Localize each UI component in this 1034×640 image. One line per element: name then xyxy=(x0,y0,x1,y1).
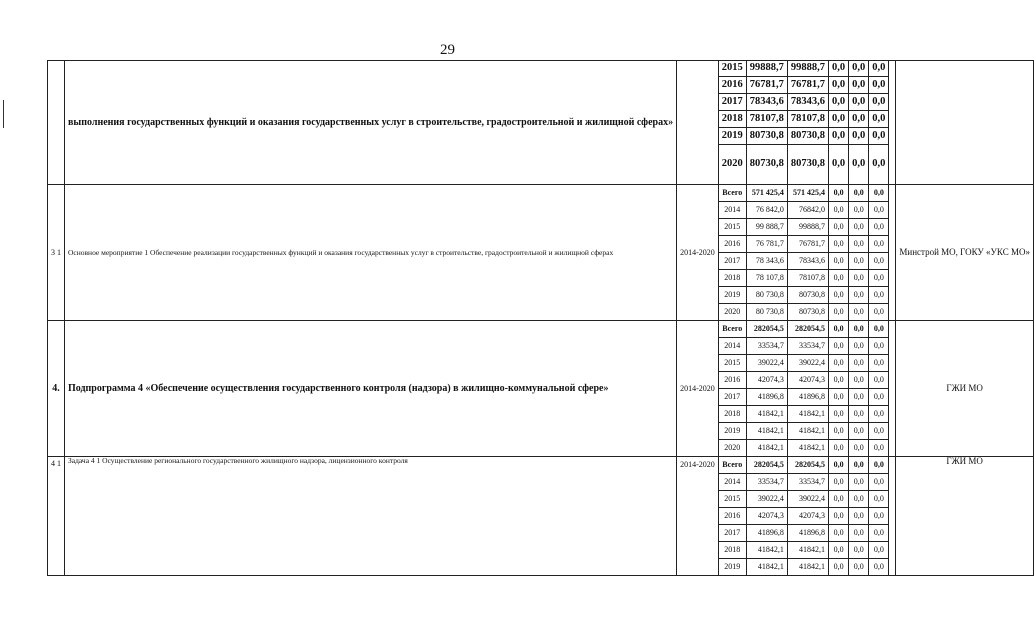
total-cell: 41842,1 xyxy=(746,406,787,423)
budget-cell: 80730,8 xyxy=(787,128,828,145)
total-cell: 78 107,8 xyxy=(746,270,787,287)
budget-cell: 41842,1 xyxy=(787,406,828,423)
scan-margin-mark xyxy=(3,100,4,128)
row-number: 3 1 xyxy=(48,185,65,321)
zero-cell: 0,0 xyxy=(849,491,869,508)
budget-cell: 80730,8 xyxy=(787,304,828,321)
zero-cell: 0,0 xyxy=(849,559,869,576)
zero-cell: 0,0 xyxy=(849,542,869,559)
zero-cell: 0,0 xyxy=(829,304,849,321)
result-cell xyxy=(889,185,896,321)
total-cell: 41842,1 xyxy=(746,440,787,457)
total-cell: 80 730,8 xyxy=(746,287,787,304)
budget-cell: 282054,5 xyxy=(787,321,828,338)
total-cell: 80730,8 xyxy=(746,128,787,145)
zero-cell: 0,0 xyxy=(849,457,869,474)
result-cell xyxy=(889,457,896,576)
zero-cell: 0,0 xyxy=(849,406,869,423)
year-cell: 2016 xyxy=(718,77,746,94)
zero-cell: 0,0 xyxy=(849,111,869,128)
total-cell: 42074,3 xyxy=(746,508,787,525)
budget-cell: 41842,1 xyxy=(787,423,828,440)
zero-cell: 0,0 xyxy=(849,128,869,145)
row-number: 4 1 xyxy=(48,457,65,576)
zero-cell: 0,0 xyxy=(869,423,889,440)
total-cell: 41842,1 xyxy=(746,542,787,559)
zero-cell: 0,0 xyxy=(869,474,889,491)
zero-cell: 0,0 xyxy=(869,61,889,77)
zero-cell: 0,0 xyxy=(869,457,889,474)
budget-cell: 571 425,4 xyxy=(787,185,828,202)
zero-cell: 0,0 xyxy=(849,94,869,111)
zero-cell: 0,0 xyxy=(829,94,849,111)
zero-cell: 0,0 xyxy=(829,111,849,128)
zero-cell: 0,0 xyxy=(829,236,849,253)
result-cell xyxy=(889,321,896,457)
budget-cell: 42074,3 xyxy=(787,372,828,389)
year-cell: 2018 xyxy=(718,270,746,287)
year-cell: 2018 xyxy=(718,542,746,559)
zero-cell: 0,0 xyxy=(849,202,869,219)
year-cell: Всего xyxy=(718,185,746,202)
budget-cell: 78343,6 xyxy=(787,94,828,111)
year-cell: 2019 xyxy=(718,287,746,304)
year-cell: 2019 xyxy=(718,423,746,440)
zero-cell: 0,0 xyxy=(849,474,869,491)
budget-cell: 76842,0 xyxy=(787,202,828,219)
period-cell xyxy=(677,61,719,185)
zero-cell: 0,0 xyxy=(829,287,849,304)
zero-cell: 0,0 xyxy=(869,236,889,253)
zero-cell: 0,0 xyxy=(869,77,889,94)
zero-cell: 0,0 xyxy=(869,128,889,145)
zero-cell: 0,0 xyxy=(829,457,849,474)
total-cell: 39022,4 xyxy=(746,355,787,372)
zero-cell: 0,0 xyxy=(849,270,869,287)
total-cell: 78 343,6 xyxy=(746,253,787,270)
zero-cell: 0,0 xyxy=(849,77,869,94)
year-cell: 2017 xyxy=(718,525,746,542)
zero-cell: 0,0 xyxy=(869,145,889,185)
total-cell: 76 842,0 xyxy=(746,202,787,219)
zero-cell: 0,0 xyxy=(869,253,889,270)
total-cell: 80 730,8 xyxy=(746,304,787,321)
executor-cell: ГЖИ МО xyxy=(896,457,1034,576)
budget-cell: 33534,7 xyxy=(787,338,828,355)
total-cell: 33534,7 xyxy=(746,474,787,491)
table-row xyxy=(48,457,1034,474)
row-description: выполнения государственных функций и оказания государственных услуг в строительстве, градостроительной и жилищной сферах» xyxy=(65,61,677,185)
budget-cell: 99888,7 xyxy=(787,219,828,236)
year-cell: 2016 xyxy=(718,372,746,389)
total-cell: 33534,7 xyxy=(746,338,787,355)
zero-cell: 0,0 xyxy=(849,440,869,457)
zero-cell: 0,0 xyxy=(829,372,849,389)
zero-cell: 0,0 xyxy=(829,321,849,338)
year-cell: 2015 xyxy=(718,61,746,77)
zero-cell: 0,0 xyxy=(849,185,869,202)
budget-cell: 80730,8 xyxy=(787,287,828,304)
zero-cell: 0,0 xyxy=(829,491,849,508)
zero-cell: 0,0 xyxy=(849,372,869,389)
total-cell: 41896,8 xyxy=(746,525,787,542)
zero-cell: 0,0 xyxy=(869,202,889,219)
zero-cell: 0,0 xyxy=(849,145,869,185)
year-cell: 2016 xyxy=(718,236,746,253)
year-cell: 2017 xyxy=(718,253,746,270)
row-number xyxy=(48,61,65,185)
zero-cell: 0,0 xyxy=(849,389,869,406)
zero-cell: 0,0 xyxy=(829,525,849,542)
zero-cell: 0,0 xyxy=(829,128,849,145)
period-cell: 2014-2020 xyxy=(677,185,719,321)
year-cell: Всего xyxy=(718,457,746,474)
total-cell: 571 425,4 xyxy=(746,185,787,202)
zero-cell: 0,0 xyxy=(849,236,869,253)
table-row xyxy=(48,185,1034,202)
zero-cell: 0,0 xyxy=(829,406,849,423)
zero-cell: 0,0 xyxy=(829,440,849,457)
budget-cell: 78107,8 xyxy=(787,111,828,128)
zero-cell: 0,0 xyxy=(849,304,869,321)
year-cell: 2017 xyxy=(718,389,746,406)
zero-cell: 0,0 xyxy=(869,372,889,389)
budget-cell: 41896,8 xyxy=(787,389,828,406)
executor-cell: Минстрой МО, ГОКУ «УКС МО» xyxy=(896,185,1034,321)
zero-cell: 0,0 xyxy=(829,270,849,287)
zero-cell: 0,0 xyxy=(829,77,849,94)
budget-cell: 78107,8 xyxy=(787,270,828,287)
table-row xyxy=(48,321,1034,338)
total-cell: 80730,8 xyxy=(746,145,787,185)
zero-cell: 0,0 xyxy=(869,508,889,525)
total-cell: 282054,5 xyxy=(746,457,787,474)
row-description: Задача 4 1 Осуществление регионального государственного жилищного надзора, лицензионного контроля xyxy=(65,457,677,576)
budget-cell: 39022,4 xyxy=(787,491,828,508)
zero-cell: 0,0 xyxy=(849,321,869,338)
total-cell: 76781,7 xyxy=(746,77,787,94)
zero-cell: 0,0 xyxy=(869,94,889,111)
zero-cell: 0,0 xyxy=(829,253,849,270)
zero-cell: 0,0 xyxy=(869,525,889,542)
total-cell: 41896,8 xyxy=(746,389,787,406)
row-description: Основное мероприятие 1 Обеспечение реализации государственных функций и оказания государственных услуг в строительстве, градостроительной и жилищной сферах xyxy=(65,185,677,321)
zero-cell: 0,0 xyxy=(869,338,889,355)
zero-cell: 0,0 xyxy=(829,542,849,559)
zero-cell: 0,0 xyxy=(829,145,849,185)
year-cell: 2015 xyxy=(718,355,746,372)
year-cell: 2018 xyxy=(718,111,746,128)
row-description: Подпрограмма 4 «Обеспечение осуществления государственного контроля (надзора) в жилищно-коммунальной сфере» xyxy=(65,321,677,457)
year-cell: 2019 xyxy=(718,559,746,576)
period-cell: 2014-2020 xyxy=(677,457,719,576)
total-cell: 41842,1 xyxy=(746,559,787,576)
zero-cell: 0,0 xyxy=(829,559,849,576)
zero-cell: 0,0 xyxy=(829,338,849,355)
total-cell: 76 781,7 xyxy=(746,236,787,253)
total-cell: 99888,7 xyxy=(746,61,787,77)
total-cell: 282054,5 xyxy=(746,321,787,338)
budget-cell: 33534,7 xyxy=(787,474,828,491)
period-cell: 2014-2020 xyxy=(677,321,719,457)
table-body xyxy=(48,61,1034,576)
year-cell: 2014 xyxy=(718,474,746,491)
row-number: 4. xyxy=(48,321,65,457)
total-cell: 99 888,7 xyxy=(746,219,787,236)
year-cell: 2018 xyxy=(718,406,746,423)
executor-cell xyxy=(896,61,1034,185)
total-cell: 78343,6 xyxy=(746,94,787,111)
year-cell: 2014 xyxy=(718,338,746,355)
zero-cell: 0,0 xyxy=(849,287,869,304)
zero-cell: 0,0 xyxy=(869,287,889,304)
zero-cell: 0,0 xyxy=(829,423,849,440)
zero-cell: 0,0 xyxy=(869,406,889,423)
zero-cell: 0,0 xyxy=(849,219,869,236)
zero-cell: 0,0 xyxy=(829,61,849,77)
zero-cell: 0,0 xyxy=(869,321,889,338)
year-cell: 2019 xyxy=(718,128,746,145)
total-cell: 42074,3 xyxy=(746,372,787,389)
budget-cell: 41842,1 xyxy=(787,440,828,457)
budget-cell: 41842,1 xyxy=(787,559,828,576)
total-cell: 78107,8 xyxy=(746,111,787,128)
zero-cell: 0,0 xyxy=(849,508,869,525)
budget-cell: 42074,3 xyxy=(787,508,828,525)
zero-cell: 0,0 xyxy=(829,219,849,236)
financing-table xyxy=(47,60,1034,576)
zero-cell: 0,0 xyxy=(829,355,849,372)
zero-cell: 0,0 xyxy=(869,355,889,372)
zero-cell: 0,0 xyxy=(829,508,849,525)
total-cell: 39022,4 xyxy=(746,491,787,508)
zero-cell: 0,0 xyxy=(849,61,869,77)
zero-cell: 0,0 xyxy=(869,219,889,236)
year-cell: 2020 xyxy=(718,304,746,321)
zero-cell: 0,0 xyxy=(869,559,889,576)
budget-cell: 76781,7 xyxy=(787,236,828,253)
year-cell: 2015 xyxy=(718,491,746,508)
budget-cell: 99888,7 xyxy=(787,61,828,77)
zero-cell: 0,0 xyxy=(849,423,869,440)
zero-cell: 0,0 xyxy=(829,185,849,202)
budget-cell: 39022,4 xyxy=(787,355,828,372)
zero-cell: 0,0 xyxy=(869,304,889,321)
budget-cell: 41842,1 xyxy=(787,542,828,559)
zero-cell: 0,0 xyxy=(829,202,849,219)
page-number: 29 xyxy=(440,42,455,58)
zero-cell: 0,0 xyxy=(849,253,869,270)
budget-cell: 80730,8 xyxy=(787,145,828,185)
year-cell: 2020 xyxy=(718,145,746,185)
budget-cell: 41896,8 xyxy=(787,525,828,542)
zero-cell: 0,0 xyxy=(829,389,849,406)
year-cell: 2015 xyxy=(718,219,746,236)
zero-cell: 0,0 xyxy=(869,111,889,128)
zero-cell: 0,0 xyxy=(869,389,889,406)
zero-cell: 0,0 xyxy=(869,491,889,508)
executor-cell: ГЖИ МО xyxy=(896,321,1034,457)
table-row xyxy=(48,61,1034,77)
budget-cell: 78343,6 xyxy=(787,253,828,270)
year-cell: 2016 xyxy=(718,508,746,525)
year-cell: 2014 xyxy=(718,202,746,219)
zero-cell: 0,0 xyxy=(869,542,889,559)
zero-cell: 0,0 xyxy=(849,355,869,372)
budget-cell: 76781,7 xyxy=(787,77,828,94)
zero-cell: 0,0 xyxy=(829,474,849,491)
zero-cell: 0,0 xyxy=(849,525,869,542)
budget-cell: 282054,5 xyxy=(787,457,828,474)
zero-cell: 0,0 xyxy=(849,338,869,355)
zero-cell: 0,0 xyxy=(869,185,889,202)
result-cell xyxy=(889,61,896,185)
year-cell: 2017 xyxy=(718,94,746,111)
year-cell: Всего xyxy=(718,321,746,338)
zero-cell: 0,0 xyxy=(869,270,889,287)
zero-cell: 0,0 xyxy=(869,440,889,457)
total-cell: 41842,1 xyxy=(746,423,787,440)
year-cell: 2020 xyxy=(718,440,746,457)
